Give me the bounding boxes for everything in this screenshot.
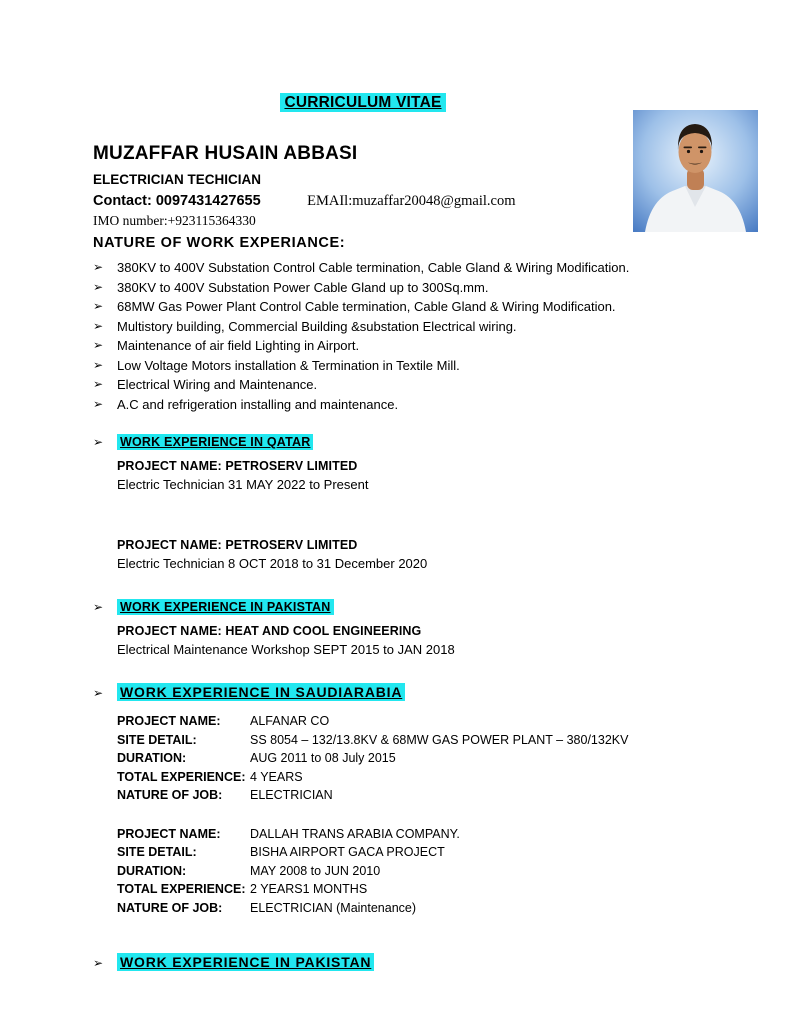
section-heading-row-qatar	[93, 434, 761, 450]
section-heading-pakistan: WORK EXPERIENCE IN PAKISTAN	[117, 599, 334, 615]
arrow-bullet-icon: ➢	[93, 357, 104, 372]
project-detail: Electrical Maintenance Workshop SEPT 2015 to JAN 2018	[117, 642, 455, 657]
list-item-text: Multistory building, Commercial Building &substation Electrical wiring.	[117, 318, 517, 334]
detail-label: PROJECT NAME:	[117, 826, 221, 841]
detail-value: BISHA AIRPORT GACA PROJECT	[250, 845, 445, 859]
experience-entry	[117, 538, 761, 571]
detail-label: TOTAL EXPERIENCE:	[117, 882, 246, 896]
detail-row	[117, 768, 761, 787]
list-item	[93, 258, 761, 278]
arrow-bullet-icon: ➢	[93, 299, 104, 313]
arrow-bullet-icon: ➢	[93, 260, 104, 274]
list-item-text: Electrical Wiring and Maintenance.	[117, 377, 318, 392]
detail-row	[117, 862, 761, 881]
email-address: EMAIl:muzaffar20048@gmail.com	[307, 193, 516, 209]
list-item-text: A.C and refrigeration installing and maintenance.	[117, 396, 399, 412]
saudi-block-1	[93, 712, 761, 805]
imo-number: IMO number:+923115364330	[93, 213, 256, 228]
detail-row	[117, 786, 761, 805]
project-detail: Electric Technician 31 MAY 2022 to Present	[117, 477, 369, 492]
person-designation: ELECTRICIAN TECHICIAN	[93, 172, 261, 187]
detail-value: AUG 2011 to 08 July 2015	[250, 751, 396, 765]
section-heading-pakistan-2: WORK EXPERIENCE IN PAKISTAN	[117, 953, 374, 971]
detail-row	[117, 825, 761, 844]
detail-row	[117, 880, 761, 899]
arrow-bullet-icon: ➢	[93, 396, 104, 411]
detail-label: NATURE OF JOB:	[117, 900, 223, 915]
detail-label: DURATION:	[117, 751, 187, 765]
detail-label: DURATION:	[117, 863, 187, 878]
arrow-bullet-icon: ➢	[93, 956, 104, 970]
detail-value: ELECTRICIAN (Maintenance)	[250, 900, 417, 915]
list-item	[93, 336, 761, 356]
contact-number: Contact: 0097431427655	[93, 193, 261, 209]
list-item-text: Maintenance of air field Lighting in Airport.	[117, 338, 360, 353]
detail-value: MAY 2008 to JUN 2010	[250, 863, 381, 878]
qatar-entries	[93, 459, 761, 571]
document-title-row	[93, 0, 633, 112]
detail-row	[117, 843, 761, 862]
section-heading-saudiarabia: WORK EXPERIENCE IN SAUDIARABIA	[117, 683, 405, 701]
detail-label: TOTAL EXPERIENCE:	[117, 769, 246, 784]
saudi-block-2	[93, 825, 761, 918]
arrow-bullet-icon: ➢	[93, 318, 104, 333]
section-heading-qatar: WORK EXPERIENCE IN QATAR	[117, 434, 313, 450]
detail-value: SS 8054 – 132/13.8KV & 68MW GAS POWER PLANT – 380/132KV	[250, 732, 629, 747]
list-item	[93, 395, 761, 415]
detail-label: SITE DETAIL:	[117, 732, 197, 747]
list-item	[93, 317, 761, 337]
list-item	[93, 375, 761, 395]
detail-row	[117, 731, 761, 750]
list-item-text: Low Voltage Motors installation & Termination in Textile Mill.	[117, 357, 460, 373]
section-heading-row-pakistan-2	[93, 953, 761, 971]
section-heading-row-pakistan	[93, 599, 761, 615]
list-item-text: 380KV to 400V Substation Control Cable termination, Cable Gland & Wiring Modification.	[117, 260, 630, 275]
project-name: PROJECT NAME: HEAT AND COOL ENGINEERING	[117, 624, 422, 638]
person-name: MUZAFFAR HUSAIN ABBASI	[93, 143, 358, 164]
detail-label: PROJECT NAME:	[117, 714, 221, 728]
arrow-bullet-icon: ➢	[93, 600, 104, 614]
list-item	[93, 278, 761, 298]
detail-value: ALFANAR CO	[250, 714, 330, 728]
nature-of-work-list	[93, 258, 761, 414]
detail-label: SITE DETAIL:	[117, 845, 197, 859]
pakistan-entries	[93, 624, 761, 657]
list-item	[93, 356, 761, 376]
list-item	[93, 297, 761, 317]
list-item-text: 68MW Gas Power Plant Control Cable termination, Cable Gland & Wiring Modification.	[117, 299, 616, 314]
nature-of-work-heading: NATURE OF WORK EXPERIANCE:	[93, 235, 346, 251]
detail-value: ELECTRICIAN	[250, 788, 333, 802]
arrow-bullet-icon: ➢	[93, 338, 104, 352]
detail-row	[117, 712, 761, 731]
detail-value: 2 YEARS1 MONTHS	[250, 882, 368, 896]
arrow-bullet-icon: ➢	[93, 377, 104, 391]
detail-row	[117, 899, 761, 918]
document-title: CURRICULUM VITAE	[280, 93, 445, 112]
list-item-text: 380KV to 400V Substation Power Cable Gland up to 300Sq.mm.	[117, 279, 489, 295]
detail-value: DALLAH TRANS ARABIA COMPANY.	[250, 826, 460, 841]
content	[93, 143, 761, 971]
arrow-bullet-icon: ➢	[93, 435, 104, 449]
section-heading-row-saudiarabia	[93, 683, 761, 701]
arrow-bullet-icon: ➢	[93, 279, 104, 294]
arrow-bullet-icon: ➢	[93, 686, 104, 700]
profile-photo	[633, 110, 758, 232]
detail-row	[117, 749, 761, 768]
experience-entry	[117, 624, 761, 657]
project-detail: Electric Technician 8 OCT 2018 to 31 December 2020	[117, 556, 428, 571]
project-name: PROJECT NAME: PETROSERV LIMITED	[117, 538, 358, 552]
experience-entry	[117, 459, 761, 492]
detail-label: NATURE OF JOB:	[117, 788, 223, 802]
project-name: PROJECT NAME: PETROSERV LIMITED	[117, 459, 358, 473]
detail-value: 4 YEARS	[250, 769, 303, 784]
